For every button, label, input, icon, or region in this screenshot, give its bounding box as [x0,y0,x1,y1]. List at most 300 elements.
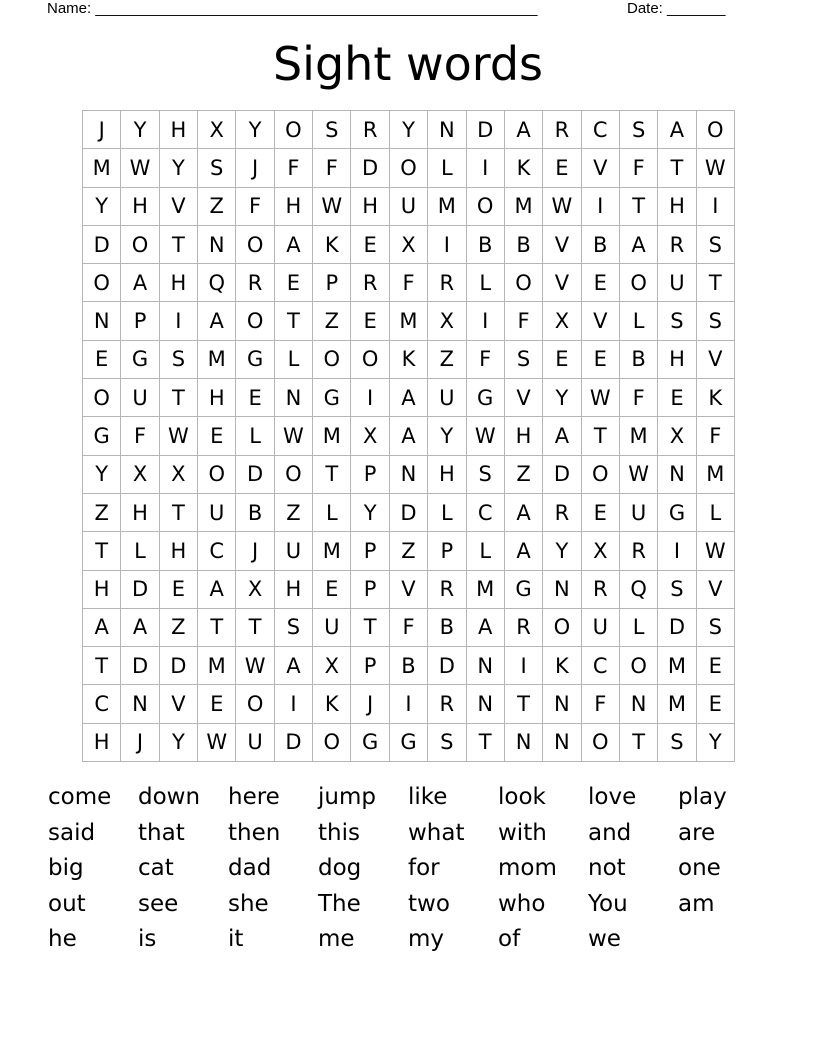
grid-cell: N [275,379,313,417]
grid-cell: F [582,685,620,723]
grid-cell: S [658,302,696,340]
word-list-item: dog [318,855,362,881]
grid-cell: D [121,647,159,685]
grid-cell: A [658,111,696,149]
grid-cell: Y [83,188,121,226]
grid-cell: V [543,226,581,264]
grid-cell: T [351,609,389,647]
grid-cell: D [390,494,428,532]
grid-cell: I [658,532,696,570]
grid-cell: W [543,188,581,226]
grid-cell: J [236,532,274,570]
grid-cell: D [428,647,466,685]
grid-cell: B [428,609,466,647]
grid-cell: R [428,685,466,723]
grid-cell: M [313,417,351,455]
grid-cell: L [620,302,658,340]
word-list-item: me [318,926,355,952]
grid-cell: T [697,264,735,302]
grid-cell: D [160,647,198,685]
grid-cell: D [236,456,274,494]
grid-cell: N [543,685,581,723]
word-list-item: play [678,784,727,810]
word-list-item: cat [138,855,174,881]
grid-cell: A [505,111,543,149]
grid-cell: E [236,379,274,417]
grid-cell: M [313,532,351,570]
grid-cell: T [313,456,351,494]
grid-cell: P [351,571,389,609]
word-list [48,780,768,958]
grid-cell: I [505,647,543,685]
grid-cell: N [467,647,505,685]
word-list-item: this [318,819,360,846]
grid-cell: S [658,724,696,762]
grid-cell: M [620,417,658,455]
grid-cell: X [390,226,428,264]
grid-cell: C [467,494,505,532]
grid-cell: A [83,609,121,647]
grid-cell: M [198,647,236,685]
grid-cell: R [543,111,581,149]
grid-cell: X [236,571,274,609]
grid-cell: F [313,149,351,187]
grid-cell: C [198,532,236,570]
grid-cell: S [697,609,735,647]
grid-cell: O [236,226,274,264]
grid-cell: M [428,188,466,226]
grid-cell: X [351,417,389,455]
grid-cell: D [275,724,313,762]
grid-cell: D [658,609,696,647]
grid-cell: O [275,111,313,149]
grid-cell: W [697,149,735,187]
grid-cell: H [428,456,466,494]
grid-cell: H [121,188,159,226]
grid-cell: B [236,494,274,532]
grid-cell: O [543,609,581,647]
word-list-item: are [678,819,716,846]
grid-cell: O [236,302,274,340]
grid-cell: L [121,532,159,570]
grid-cell: B [620,341,658,379]
grid-cell: E [697,647,735,685]
grid-cell: U [198,494,236,532]
word-list-item: not [588,855,626,881]
grid-cell: L [275,341,313,379]
word-list-item: we [588,926,621,952]
grid-cell: S [275,609,313,647]
word-list-item: down [138,784,201,810]
grid-cell: A [275,647,313,685]
grid-cell: E [351,226,389,264]
grid-cell: O [275,456,313,494]
grid-cell: H [121,494,159,532]
grid-cell: G [467,379,505,417]
header [47,0,747,18]
grid-cell: N [658,456,696,494]
grid-cell: L [467,264,505,302]
grid-cell: F [620,379,658,417]
word-search-grid [82,110,735,762]
grid-cell: L [697,494,735,532]
grid-cell: D [467,111,505,149]
grid-cell: I [275,685,313,723]
grid-cell: I [697,188,735,226]
grid-cell: R [543,494,581,532]
grid-cell: R [236,264,274,302]
grid-cell: Y [236,111,274,149]
word-list-item: my [408,926,445,952]
grid-cell: T [620,188,658,226]
grid-cell: U [121,379,159,417]
grid-cell: Y [543,379,581,417]
grid-cell: L [313,494,351,532]
grid-cell: S [658,571,696,609]
grid-cell: H [83,724,121,762]
grid-cell: N [543,724,581,762]
grid-cell: R [428,264,466,302]
grid-cell: A [467,609,505,647]
word-list-item: who [498,890,546,917]
grid-cell: V [582,302,620,340]
grid-cell: T [620,724,658,762]
name-field-label: Name: _____________________________________________________ [47,0,538,17]
grid-cell: Z [275,494,313,532]
grid-cell: U [390,188,428,226]
grid-cell: Q [198,264,236,302]
grid-cell: A [505,532,543,570]
grid-cell: Z [313,302,351,340]
word-list-item: see [138,890,179,917]
grid-cell: T [83,532,121,570]
grid-cell: D [83,226,121,264]
word-list-item: with [498,819,547,846]
grid-cell: G [236,341,274,379]
grid-cell: V [160,188,198,226]
grid-cell: K [697,379,735,417]
grid-cell: L [467,532,505,570]
grid-cell: G [351,724,389,762]
grid-cell: U [582,609,620,647]
grid-cell: F [236,188,274,226]
grid-cell: X [160,456,198,494]
grid-cell: E [351,302,389,340]
grid-cell: U [275,532,313,570]
grid-cell: T [160,494,198,532]
grid-cell: E [582,341,620,379]
grid-cell: O [83,379,121,417]
grid-cell: S [467,456,505,494]
grid-cell: R [428,571,466,609]
grid-cell: S [160,341,198,379]
grid-cell: H [658,341,696,379]
grid-cell: Z [198,188,236,226]
word-list-item: said [48,819,96,846]
grid-cell: A [198,571,236,609]
grid-cell: S [428,724,466,762]
grid-cell: D [121,571,159,609]
grid-cell: A [275,226,313,264]
grid-cell: J [351,685,389,723]
grid-cell: G [505,571,543,609]
grid-cell: S [620,111,658,149]
grid-cell: W [198,724,236,762]
grid-cell: H [351,188,389,226]
grid-cell: O [236,685,274,723]
grid-cell: Y [543,532,581,570]
grid-cell: M [198,341,236,379]
grid-cell: N [390,456,428,494]
grid-cell: M [505,188,543,226]
grid-cell: E [697,685,735,723]
grid-cell: M [658,647,696,685]
grid-cell: N [505,724,543,762]
grid-cell: B [390,647,428,685]
grid-cell: I [351,379,389,417]
grid-cell: O [467,188,505,226]
grid-cell: W [160,417,198,455]
grid-cell: G [313,379,351,417]
grid-cell: O [351,341,389,379]
grid-cell: H [198,379,236,417]
word-list-item: it [228,926,244,952]
word-list-item: of [498,926,521,952]
grid-cell: V [390,571,428,609]
grid-cell: N [121,685,159,723]
word-list-item: mom [498,855,557,881]
grid-cell: A [121,609,159,647]
grid-cell: Z [390,532,428,570]
grid-cell: E [275,264,313,302]
grid-cell: N [198,226,236,264]
word-list-item: two [408,890,450,917]
grid-cell: U [658,264,696,302]
grid-cell: K [505,149,543,187]
grid-cell: H [83,571,121,609]
grid-cell: C [582,647,620,685]
grid-cell: N [83,302,121,340]
grid-cell: T [275,302,313,340]
grid-cell: H [275,188,313,226]
word-list-item: one [678,855,721,881]
grid-cell: O [198,456,236,494]
grid-cell: T [658,149,696,187]
grid-cell: B [467,226,505,264]
grid-cell: A [620,226,658,264]
grid-cell: X [658,417,696,455]
grid-cell: P [313,264,351,302]
grid-cell: A [505,494,543,532]
grid-cell: F [390,609,428,647]
word-list-item: love [588,784,637,810]
grid-cell: O [582,456,620,494]
grid-cell: E [313,571,351,609]
grid-cell: K [543,647,581,685]
grid-cell: V [697,341,735,379]
grid-cell: I [160,302,198,340]
grid-cell: G [658,494,696,532]
word-list-item: look [498,784,546,810]
grid-cell: S [505,341,543,379]
grid-cell: P [121,302,159,340]
grid-cell: X [198,111,236,149]
grid-cell: R [620,532,658,570]
grid-cell: W [121,149,159,187]
grid-cell: K [390,341,428,379]
grid-cell: V [582,149,620,187]
grid-cell: Y [160,149,198,187]
word-list-item: You [588,890,628,917]
grid-cell: F [121,417,159,455]
grid-cell: T [160,379,198,417]
grid-cell: A [198,302,236,340]
grid-cell: O [313,724,351,762]
grid-cell: P [351,532,389,570]
grid-cell: F [275,149,313,187]
grid-cell: V [543,264,581,302]
grid-cell: X [121,456,159,494]
grid-cell: G [83,417,121,455]
grid-cell: T [505,685,543,723]
word-list-item: big [48,855,84,881]
grid-cell: H [160,532,198,570]
grid-cell: I [582,188,620,226]
grid-cell: N [428,111,466,149]
grid-cell: Z [428,341,466,379]
grid-cell: Z [83,494,121,532]
grid-cell: M [658,685,696,723]
date-field-label: Date: _______ [627,0,726,17]
word-list-item: jump [318,784,376,810]
grid-cell: U [313,609,351,647]
grid-cell: A [543,417,581,455]
grid-cell: T [582,417,620,455]
grid-cell: N [620,685,658,723]
grid-cell: T [467,724,505,762]
grid-cell: F [505,302,543,340]
grid-cell: N [543,571,581,609]
grid-cell: E [160,571,198,609]
grid-cell: E [658,379,696,417]
grid-cell: F [620,149,658,187]
grid-cell: O [121,226,159,264]
grid-cell: Y [351,494,389,532]
word-list-item: she [228,890,269,917]
grid-cell: R [582,571,620,609]
grid-cell: K [313,226,351,264]
grid-cell: S [313,111,351,149]
word-list-item: come [48,784,112,810]
grid-cell: T [236,609,274,647]
grid-cell: P [428,532,466,570]
grid-cell: S [697,226,735,264]
grid-cell: X [428,302,466,340]
grid-cell: L [236,417,274,455]
grid-cell: O [505,264,543,302]
grid-cell: M [390,302,428,340]
grid-cell: E [83,341,121,379]
word-list-item: out [48,890,86,917]
grid-cell: T [83,647,121,685]
grid-cell: Y [390,111,428,149]
grid-cell: V [505,379,543,417]
grid-cell: W [582,379,620,417]
grid-cell: K [313,685,351,723]
grid-cell: E [543,149,581,187]
word-list-item: he [48,926,77,952]
grid-cell: Y [121,111,159,149]
grid-cell: T [160,226,198,264]
word-list-item: for [408,855,440,881]
grid-cell: E [543,341,581,379]
grid-cell: O [313,341,351,379]
grid-cell: N [467,685,505,723]
grid-cell: R [351,264,389,302]
grid-cell: V [697,571,735,609]
grid-cell: R [658,226,696,264]
grid-cell: E [198,417,236,455]
word-list-item: am [678,890,715,917]
word-list-item: is [138,926,157,952]
grid-cell: O [582,724,620,762]
grid-cell: O [620,647,658,685]
word-list-item: The [318,890,361,917]
grid-cell: W [697,532,735,570]
grid-cell: O [83,264,121,302]
grid-cell: G [121,341,159,379]
grid-cell: M [83,149,121,187]
grid-cell: Q [620,571,658,609]
grid-cell: O [390,149,428,187]
grid-cell: Y [428,417,466,455]
grid-cell: Y [697,724,735,762]
word-list-item: that [138,819,185,846]
grid-cell: J [236,149,274,187]
grid-cell: F [390,264,428,302]
grid-cell: Z [160,609,198,647]
grid-cell: H [658,188,696,226]
grid-cell: X [313,647,351,685]
word-list-item: like [408,784,448,810]
grid-cell: Y [83,456,121,494]
grid-cell: W [236,647,274,685]
grid-cell: R [351,111,389,149]
grid-cell: A [121,264,159,302]
grid-cell: L [428,149,466,187]
grid-cell: X [582,532,620,570]
grid-cell: D [543,456,581,494]
grid-cell: L [428,494,466,532]
grid-cell: I [428,226,466,264]
grid-cell: I [390,685,428,723]
grid-cell: I [467,149,505,187]
grid-cell: O [620,264,658,302]
word-list-item: what [408,819,465,846]
grid-cell: W [313,188,351,226]
grid-cell: B [505,226,543,264]
grid-cell: X [543,302,581,340]
grid-cell: F [697,417,735,455]
grid-cell: I [467,302,505,340]
grid-cell: V [160,685,198,723]
grid-cell: C [582,111,620,149]
word-list-item: here [228,784,280,810]
grid-cell: P [351,647,389,685]
grid-cell: P [351,456,389,494]
grid-cell: U [428,379,466,417]
grid-cell: S [697,302,735,340]
